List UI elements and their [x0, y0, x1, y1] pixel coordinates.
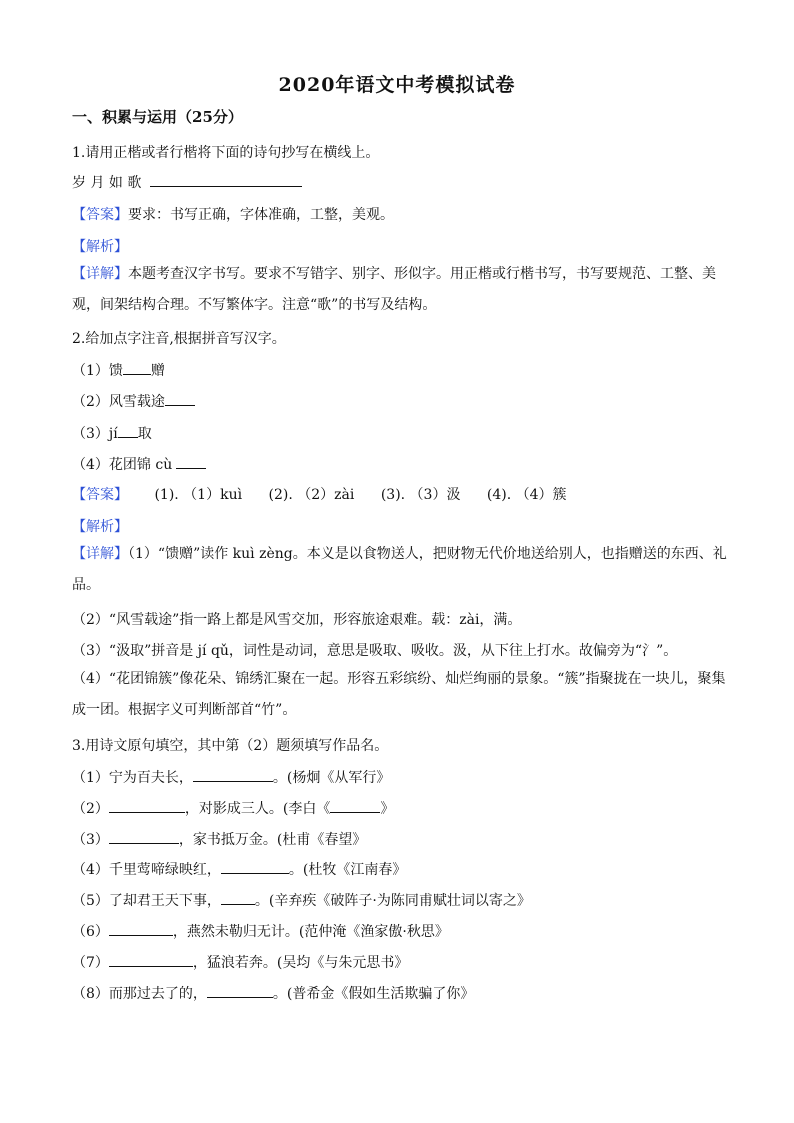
q3-blank-8 [207, 983, 273, 998]
q2-answer-2: (2). （2）zài [268, 487, 355, 503]
q2-answer-3: (3). （3）汲 [380, 487, 461, 503]
q3-l7-post: ，猛浪若奔。(吴均《与朱元思书》 [192, 955, 409, 971]
document-title: 2020年语文中考模拟试卷 [278, 74, 516, 96]
q3-stem: 3.用诗文原句填空，其中第（2）题须填写作品名。 [72, 738, 389, 754]
q3-blank-3 [109, 829, 179, 844]
q3-blank-7 [109, 952, 193, 967]
detail-text: 本题考查汉字书写。要求不写错字、别字、形似字。用正楷或行楷书写，书写要规范、工整、美观，间架结构合理。不写繁体字。注意“歌”的书写及结构。 [72, 266, 716, 313]
q3-line-5 [72, 890, 531, 910]
detail-tag: 【详解】 [72, 546, 128, 562]
answer-tag: 【答案】 [72, 207, 128, 223]
q2-answer [72, 484, 567, 504]
q1-stem: 1.请用正楷或者行楷将下面的诗句抄写在横线上。 [72, 145, 380, 161]
q2-item-1-text: （1）馈 [72, 363, 123, 379]
q3-l8-pre: （8）而那过去了的， [72, 986, 207, 1002]
q3-l1-post: 。(杨炯《从军行》 [272, 770, 391, 786]
q2-blank-4 [176, 454, 206, 469]
q2-detail-4: （4）“花团锦簇”像花朵、锦绣汇聚在一起。形容五彩缤纷、灿烂绚丽的景象。“簇”指聚拢在一块儿，聚集成一团。根据字义可判断部首“竹”。 [72, 671, 726, 718]
analysis-tag: 【解析】 [72, 239, 128, 255]
q1-blank [150, 172, 302, 187]
q3-l8-post: 。(普希金《假如生活欺骗了你》 [272, 986, 475, 1002]
q3-l2-post: 》 [380, 801, 395, 817]
q3-l6-pre: （6） [72, 924, 109, 940]
q2-item-3-after: 取 [137, 426, 152, 442]
q2-stem: 2.给加点字注音,根据拼音写汉字。 [72, 331, 286, 347]
q2-item-4 [72, 454, 206, 474]
q2-detail-3: （3）“汲取”拼音是 jí qǔ，词性是动词，意思是吸取、吸收。汲，从下往上打水。故偏旁为“氵”。 [72, 643, 678, 659]
q2-item-3 [72, 423, 152, 443]
q2-blank-3 [118, 423, 138, 438]
q3-line-8 [72, 983, 474, 1003]
q3-blank-2b [330, 798, 380, 813]
q2-answer-1: (1). （1）kuì [154, 487, 243, 503]
analysis-tag: 【解析】 [72, 519, 128, 535]
q2-blank-2 [165, 391, 195, 406]
q3-blank-4 [221, 859, 289, 874]
q3-blank-2 [109, 798, 185, 813]
q2-blank-1 [123, 360, 151, 375]
q2-item-1-after: 赠 [150, 363, 165, 379]
q3-l3-pre: （3） [72, 832, 109, 848]
q3-l2-pre: （2） [72, 801, 109, 817]
q2-answer-4: (4). （4）簇 [486, 487, 567, 503]
q3-line-4 [72, 859, 406, 879]
q3-line-2 [72, 798, 394, 818]
q3-l1-pre: （1）宁为百夫长， [72, 770, 193, 786]
q3-l5-post: 。(辛弃疾《破阵子·为陈同甫赋壮词以寄之》 [254, 893, 531, 909]
q3-l4-pre: （4）千里莺啼绿映红， [72, 862, 221, 878]
section-heading: 一、积累与运用（25分） [72, 108, 243, 126]
q1-line [72, 172, 302, 192]
q3-line-1 [72, 767, 390, 787]
q2-item-2 [72, 391, 195, 411]
q2-detail-1 [72, 539, 732, 601]
q1-detail [72, 259, 732, 321]
q3-line-7 [72, 952, 408, 972]
detail-tag: 【详解】 [72, 266, 128, 282]
q2-item-1 [72, 360, 165, 380]
q3-l5-pre: （5）了却君王天下事， [72, 893, 221, 909]
q3-blank-5 [221, 890, 255, 905]
q2-item-3-text: （3）jí [72, 426, 118, 442]
q3-l3-post: ，家书抵万金。(杜甫《春望》 [178, 832, 367, 848]
q3-l7-pre: （7） [72, 955, 109, 971]
q2-item-4-text: （4）花团锦 cù [72, 457, 173, 473]
q3-l6-post: ，燕然未勒归无计。(范仲淹《渔家傲·秋思》 [172, 924, 449, 940]
answer-tag: 【答案】 [72, 487, 128, 503]
q2-detail-2: （2）“风雪载途”指一路上都是风雪交加，形容旅途艰难。载：zài，满。 [72, 612, 522, 628]
detail-text: （1）“馈赠”读作 kuì zèng。本义是以食物送人，把财物无代价地送给别人，也指赠送的东西、礼品。 [72, 546, 727, 593]
q3-blank-6 [109, 921, 173, 936]
q3-l4-post: 。(杜牧《江南春》 [288, 862, 407, 878]
answer-text: 要求：书写正确，字体准确，工整，美观。 [128, 207, 394, 223]
q2-item-2-text: （2）风雪载途 [72, 394, 165, 410]
q3-line-3 [72, 829, 366, 849]
q3-line-6 [72, 921, 449, 941]
q3-l2-mid: ，对影成三人。(李白《 [184, 801, 331, 817]
q1-line-text: 岁 月 如 歌 [72, 175, 142, 191]
q1-answer [72, 204, 394, 224]
q3-blank-1 [193, 767, 273, 782]
